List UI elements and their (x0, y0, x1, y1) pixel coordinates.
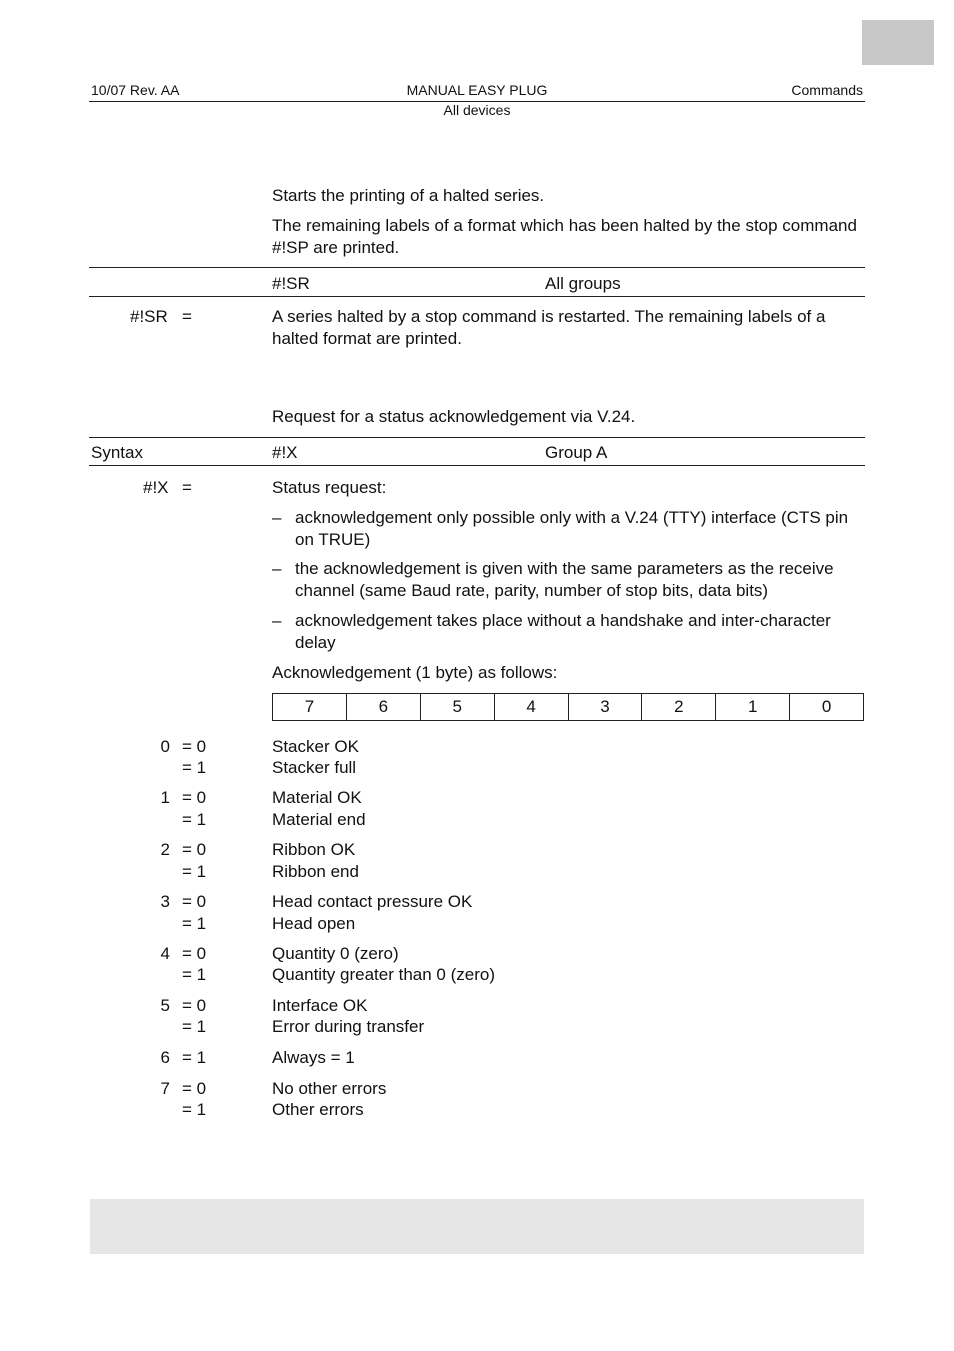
bit-state-eq: = 1 (182, 1017, 207, 1036)
bit-number: 4 (160, 944, 170, 963)
x-param-eq: = (182, 478, 192, 497)
bit-number: 2 (160, 840, 170, 859)
bit-state-eq: = 1 (182, 758, 207, 777)
x-syntax-label: Syntax (91, 443, 143, 462)
bit-state-eq: = 0 (182, 737, 207, 756)
header-section: Commands (791, 82, 863, 98)
x-syntax-rule-top (89, 437, 865, 438)
x-param-description: Status request: (272, 478, 387, 497)
list-item (272, 507, 862, 551)
bullet-dash: – (272, 611, 282, 630)
bit-state-text: Material end (272, 810, 366, 829)
bit-table (272, 693, 864, 721)
bullet-dash: – (272, 508, 282, 527)
x-syntax-group: Group A (545, 443, 608, 462)
header-subtitle: All devices (443, 102, 511, 118)
bit-state-text: Stacker OK (272, 737, 359, 756)
bit-state-text: Head open (272, 914, 356, 933)
bit-state-eq: = 0 (182, 996, 207, 1015)
bit-state-eq: = 1 (182, 1048, 207, 1067)
bit-state-text: Quantity greater than 0 (zero) (272, 965, 496, 984)
bit-number: 1 (160, 788, 170, 807)
ack-label: Acknowledgement (1 byte) as follows: (272, 663, 558, 682)
footer-bar (90, 1199, 864, 1254)
bit-state-eq: = 1 (182, 862, 207, 881)
bit-state-text: Ribbon end (272, 862, 359, 881)
x-syntax-command: #!X (272, 443, 298, 462)
sr-intro-1: Starts the printing of a halted series. (272, 186, 545, 205)
bit-state-text: Always = 1 (272, 1048, 355, 1067)
bit-state-eq: = 0 (182, 892, 207, 911)
bit-state-eq: = 0 (182, 944, 207, 963)
sr-syntax-group: All groups (545, 274, 621, 293)
bit-state-eq: = 1 (182, 914, 207, 933)
bit-state-text: Error during transfer (272, 1017, 425, 1036)
bit-cell: 7 (273, 694, 347, 721)
bit-cell: 5 (420, 694, 494, 721)
bit-number: 6 (160, 1048, 170, 1067)
bit-state-eq: = 0 (182, 788, 207, 807)
bit-cell: 2 (642, 694, 716, 721)
bit-cell: 3 (568, 694, 642, 721)
bit-cell: 6 (346, 694, 420, 721)
bit-state-text: Stacker full (272, 758, 357, 777)
bit-state-eq: = 1 (182, 810, 207, 829)
bit-cell: 4 (494, 694, 568, 721)
sr-param-description: A series halted by a stop command is restarted. The remaining labels of a halted format are printed. (272, 307, 826, 348)
bullet-text: acknowledgement takes place without a handshake and inter-character delay (295, 611, 831, 652)
bit-state-eq: = 0 (182, 840, 207, 859)
corner-tab (862, 20, 934, 65)
bullet-dash: – (272, 559, 282, 578)
bit-state-eq: = 0 (182, 1079, 207, 1098)
list-item (272, 610, 862, 654)
bit-cell: 1 (716, 694, 790, 721)
bit-state-eq: = 1 (182, 965, 207, 984)
sr-syntax-command: #!SR (272, 274, 310, 293)
table-row (273, 694, 864, 721)
bit-state-eq: = 1 (182, 1100, 207, 1119)
bit-state-text: Ribbon OK (272, 840, 356, 859)
bullet-text: acknowledgement only possible only with a V.24 (TTY) interface (CTS pin on TRUE) (295, 508, 849, 549)
sr-param-eq: = (182, 307, 192, 326)
bit-state-text: Head contact pressure OK (272, 892, 473, 911)
sr-syntax-rule-top (89, 267, 865, 268)
bit-state-text: Interface OK (272, 996, 368, 1015)
x-syntax-rule-bottom (89, 465, 865, 466)
sr-param-label: #!SR (130, 307, 168, 326)
bit-cell: 0 (790, 694, 864, 721)
x-param-label: #!X (143, 478, 169, 497)
header-revision: 10/07 Rev. AA (91, 82, 180, 98)
bit-number: 3 (160, 892, 170, 911)
list-item (272, 558, 862, 602)
sr-syntax-rule-bottom (89, 296, 865, 297)
bit-number: 7 (160, 1079, 170, 1098)
bullet-text: the acknowledgement is given with the same parameters as the receive channel (same Baud rate, parity, number of stop bits, data bits) (295, 559, 834, 600)
bit-state-text: Material OK (272, 788, 362, 807)
bit-number: 0 (160, 737, 170, 756)
x-intro: Request for a status acknowledgement via V.24. (272, 407, 636, 426)
bit-number: 5 (160, 996, 170, 1015)
bit-state-text: Other errors (272, 1100, 364, 1119)
sr-intro-2: The remaining labels of a format which has been halted by the stop command #!SP are printed. (272, 216, 857, 257)
bit-state-text: Quantity 0 (zero) (272, 944, 399, 963)
bit-state-text: No other errors (272, 1079, 387, 1098)
header-title: MANUAL EASY PLUG (406, 82, 548, 98)
